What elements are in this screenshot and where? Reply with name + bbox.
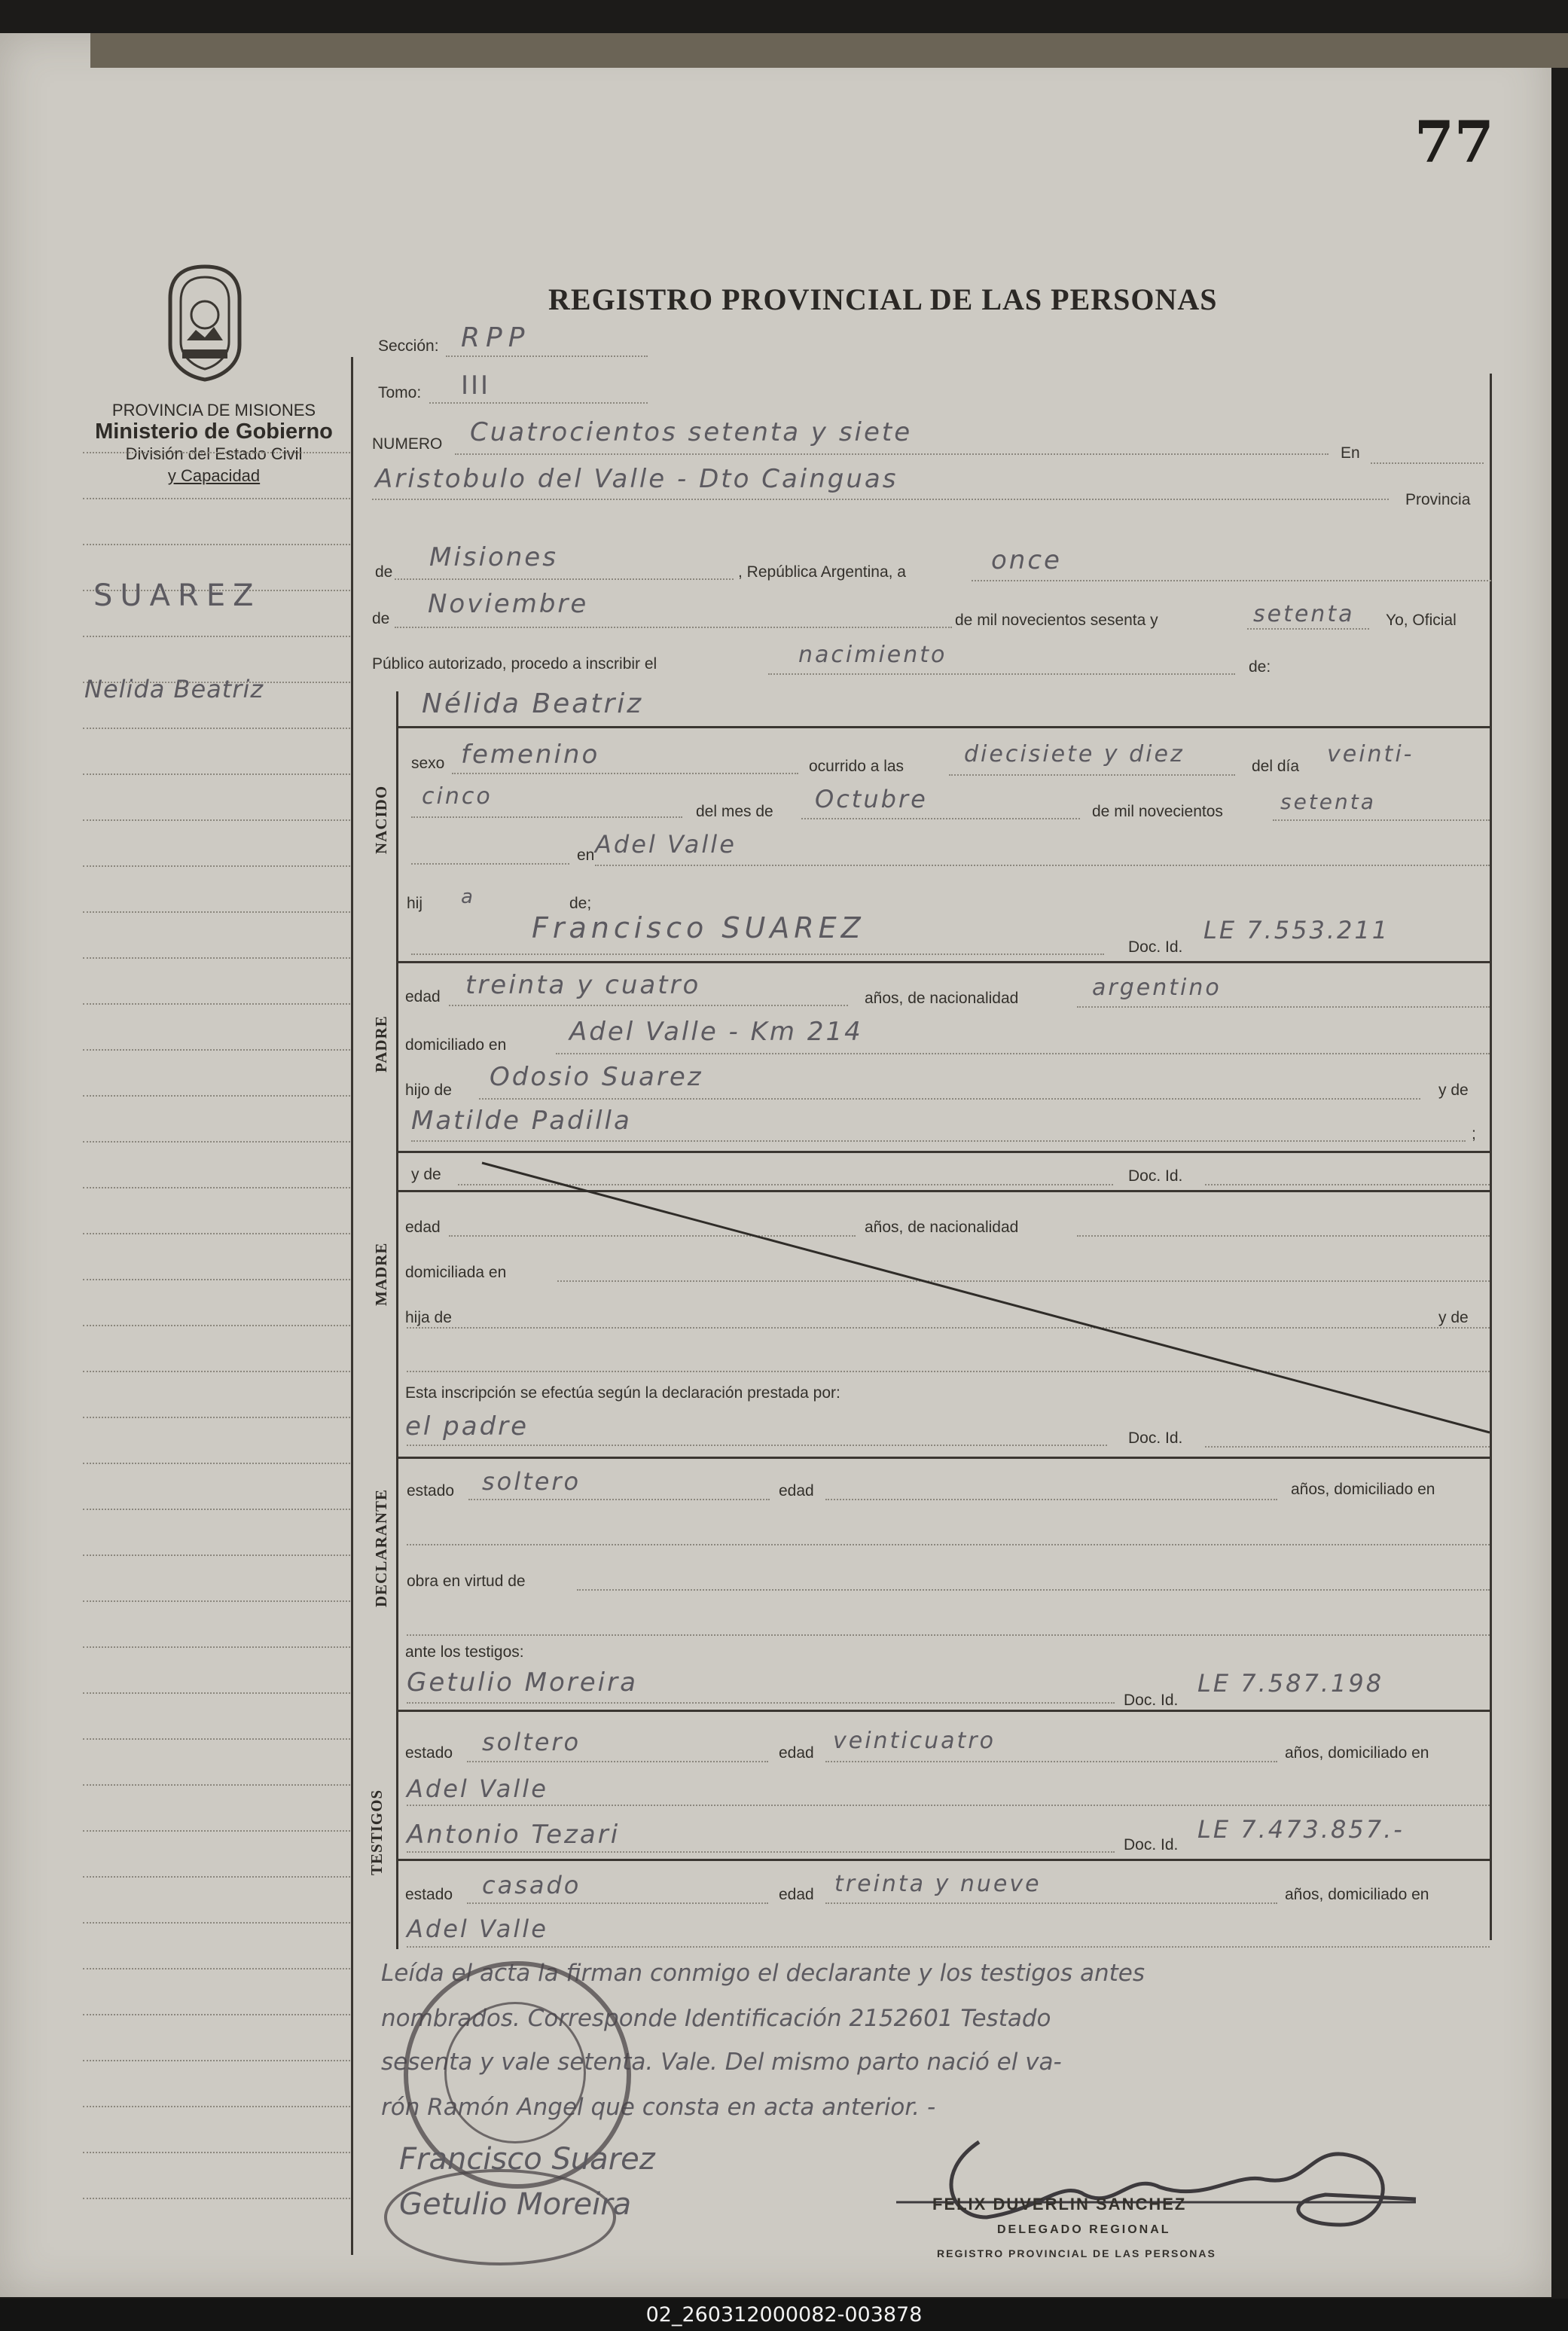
declarante-obra-label: obra en virtud de xyxy=(407,1573,526,1590)
declarante-estado-value: soltero xyxy=(482,1467,581,1496)
padre-dom-label: domiciliado en xyxy=(405,1036,507,1054)
seccion-value: RPP xyxy=(461,322,531,353)
madre-doc-label: Doc. Id. xyxy=(1128,1167,1183,1185)
testigo1-dom-value: Adel Valle xyxy=(407,1774,548,1803)
padre-semicolon: ; xyxy=(1472,1125,1476,1143)
division-name-2: y Capacidad xyxy=(167,466,261,485)
section-padre-label: PADRE xyxy=(372,1015,390,1072)
year-value: setenta xyxy=(1253,601,1355,627)
padre-edad-label: edad xyxy=(405,988,441,1005)
testigo1-doc-value: LE 7.587.198 xyxy=(1197,1669,1384,1698)
declarante-edad-label: edad xyxy=(779,1482,814,1500)
cancel-diagonal-line xyxy=(0,33,1551,2297)
madre-yde-label: y de xyxy=(411,1166,441,1183)
sexo-label: sexo xyxy=(411,755,445,772)
left-given-names: Nelida Beatriz xyxy=(84,675,264,703)
de-colon-label: de: xyxy=(1249,658,1271,676)
testigo1-edad-value: veinticuatro xyxy=(833,1728,996,1754)
section-testigos-label: TESTIGOS xyxy=(368,1789,386,1875)
month-value: Noviembre xyxy=(428,589,589,619)
section-madre-label: MADRE xyxy=(372,1242,390,1306)
ministry-name: Ministerio de Gobierno xyxy=(95,420,333,444)
padre-hijo-value: Odosio Suarez xyxy=(490,1062,703,1092)
testigo2-estado-value: casado xyxy=(482,1871,581,1899)
declarante-intro: Esta inscripción se efectúa según la declaración prestada por: xyxy=(405,1384,840,1402)
testigos-intro: ante los testigos: xyxy=(405,1643,524,1661)
provincia-label: Provincia xyxy=(1405,491,1471,508)
tomo-label: Tomo: xyxy=(378,384,422,401)
province-value: Misiones xyxy=(429,542,558,572)
hij-value: a xyxy=(461,886,475,908)
note-line-2: nombrados. Corresponde Identificación 2152601 Testado xyxy=(381,2005,1051,2032)
province-name: PROVINCIA DE MISIONES xyxy=(111,401,316,420)
year-text: de mil novecientos sesenta y xyxy=(955,612,1158,629)
official-name: FELIX DUVERLIN SANCHEZ xyxy=(932,2195,1187,2214)
mil-label: de mil novecientos xyxy=(1092,803,1223,820)
testigo2-edad-label: edad xyxy=(779,1886,814,1903)
dia-value-2: cinco xyxy=(422,783,493,810)
madre-yde-label-2: y de xyxy=(1438,1309,1469,1326)
sexo-value: femenino xyxy=(461,740,600,770)
left-surname: SUAREZ xyxy=(93,578,261,613)
yo-oficial-label: Yo, Oficial xyxy=(1386,612,1457,629)
padre-doc-label: Doc. Id. xyxy=(1128,938,1183,956)
numero-value: Cuatrocientos setenta y siete xyxy=(470,417,913,447)
document-sheet xyxy=(0,33,1551,2297)
republica-label: , República Argentina, a xyxy=(738,563,906,581)
padre-nac-label: años, de nacionalidad xyxy=(865,990,1019,1007)
seccion-label: Sección: xyxy=(378,337,439,355)
testigo1-name: Getulio Moreira xyxy=(407,1667,638,1698)
document-title: REGISTRO PROVINCIAL DE LAS PERSONAS xyxy=(548,282,1218,316)
page-number: 77 xyxy=(1414,108,1494,175)
testigo2-doc-label: Doc. Id. xyxy=(1124,1836,1179,1854)
division-name: División del Estado Civil xyxy=(125,444,303,463)
section-declarante-label: DECLARANTE xyxy=(372,1488,390,1607)
official-title: DELEGADO REGIONAL xyxy=(997,2223,1171,2236)
testigo1-anios-label: años, domiciliado en xyxy=(1285,1744,1429,1762)
tomo-value: III xyxy=(461,371,491,401)
act-value: nacimiento xyxy=(798,642,947,668)
note-line-1: Leída el acta la firman conmigo el declarante y los testigos antes xyxy=(381,1960,1145,1987)
official-org: REGISTRO PROVINCIAL DE LAS PERSONAS xyxy=(937,2247,1216,2259)
footer-file-id: 02_260312000082-003878 xyxy=(0,2299,1568,2331)
note-line-3: sesenta y vale setenta. Vale. Del mismo parto nació el va- xyxy=(381,2049,1062,2076)
note-line-4: rón Ramón Angel que consta en acta anterior. - xyxy=(381,2094,936,2121)
declarante-anios-label: años, domiciliado en xyxy=(1291,1481,1435,1498)
declarante-estado-label: estado xyxy=(407,1482,455,1500)
padre-doc-value: LE 7.553.211 xyxy=(1203,916,1390,944)
declarante-doc-label: Doc. Id. xyxy=(1128,1429,1183,1447)
signature-declarante: Francisco Suarez xyxy=(399,2142,655,2177)
del-dia-label: del día xyxy=(1252,758,1300,775)
de-label-2: de xyxy=(372,610,390,627)
madre-edad-label: edad xyxy=(405,1219,441,1236)
ocurrido-label: ocurrido a las xyxy=(809,758,904,775)
nacido-en-label: en xyxy=(577,847,595,864)
testigo1-doc-label: Doc. Id. xyxy=(1124,1692,1179,1709)
declarante-value: el padre xyxy=(405,1411,529,1442)
padre-name-value: Francisco SUAREZ xyxy=(532,911,865,944)
de-label: de xyxy=(375,563,393,581)
padre-yde-label: y de xyxy=(1438,1082,1469,1099)
anio-value: setenta xyxy=(1280,789,1376,814)
hij-de-label: de; xyxy=(569,895,592,912)
official-round-stamp-inner xyxy=(444,2002,586,2143)
hij-label: hij xyxy=(407,895,423,912)
lugar-value: Adel Valle xyxy=(595,830,737,859)
section-nacido-label: NACIDO xyxy=(372,785,390,854)
madre-nac-label: años, de nacionalidad xyxy=(865,1219,1019,1236)
testigo2-estado-label: estado xyxy=(405,1886,453,1903)
day-value: once xyxy=(991,545,1062,575)
madre-dom-label: domiciliada en xyxy=(405,1264,507,1281)
nacido-name-value: Nélida Beatriz xyxy=(422,688,644,719)
publico-label: Público autorizado, procedo a inscribir el xyxy=(372,655,657,673)
testigo1-estado-label: estado xyxy=(405,1744,453,1762)
padre-dom-value: Adel Valle - Km 214 xyxy=(569,1017,863,1047)
testigo2-doc-value: LE 7.473.857.- xyxy=(1197,1815,1405,1844)
hora-value: diecisiete y diez xyxy=(964,741,1185,767)
en-label: En xyxy=(1341,444,1360,462)
testigo2-dom-value: Adel Valle xyxy=(407,1915,548,1943)
dia-value: veinti- xyxy=(1327,741,1414,767)
padre-hijo-label: hijo de xyxy=(405,1082,452,1099)
testigo2-anios-label: años, domiciliado en xyxy=(1285,1886,1429,1903)
padre-madre-value: Matilde Padilla xyxy=(411,1106,632,1136)
testigo2-edad-value: treinta y nueve xyxy=(834,1871,1042,1897)
del-mes-label: del mes de xyxy=(696,803,773,820)
madre-hija-label: hija de xyxy=(405,1309,452,1326)
signature-testigo: Getulio Moreira xyxy=(399,2187,632,2222)
padre-nac-value: argentino xyxy=(1092,975,1222,1001)
numero-label: NUMERO xyxy=(372,435,443,453)
place-value: Aristobulo del Valle - Dto Cainguas xyxy=(375,464,898,494)
padre-edad-value: treinta y cuatro xyxy=(465,970,701,1000)
testigo2-name: Antonio Tezari xyxy=(407,1820,621,1850)
mes-value: Octubre xyxy=(815,785,928,813)
testigo1-edad-label: edad xyxy=(779,1744,814,1762)
testigo1-estado-value: soltero xyxy=(482,1728,581,1756)
